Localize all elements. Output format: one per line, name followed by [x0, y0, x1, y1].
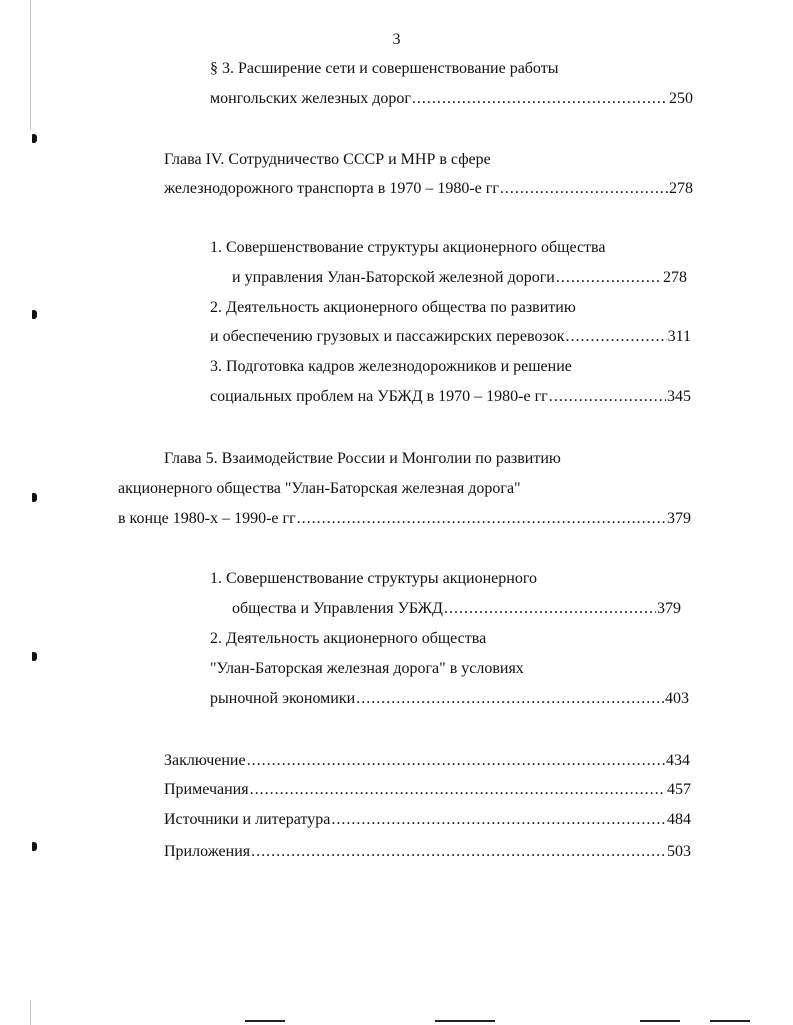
toc-entry[interactable] — [210, 689, 689, 709]
toc-leader-dots — [331, 810, 666, 830]
toc-entry-title: социальных проблем на УБЖД в 1970 – 1980-е гг — [210, 388, 548, 405]
toc-section-line: "Улан-Баторская железная дорога" в условиях — [210, 660, 524, 677]
page-number: 3 — [392, 31, 401, 48]
toc-entry-title: рыночной экономики — [210, 690, 356, 707]
toc-leader-dots — [565, 327, 666, 347]
toc-page-number: 434 — [666, 752, 690, 769]
toc-entry-title: Источники и литература — [164, 811, 331, 828]
toc-page-number: 403 — [665, 690, 689, 707]
toc-entry[interactable] — [164, 780, 691, 800]
toc-entry-title: Приложения — [164, 843, 251, 860]
toc-entry[interactable] — [210, 89, 693, 109]
binder-hole-mark — [32, 134, 37, 143]
toc-page-number: 311 — [667, 328, 691, 345]
toc-leader-dots — [556, 268, 662, 288]
toc-page-number: 345 — [667, 388, 691, 405]
toc-section-line: § 3. Расширение сети и совершенствование работы — [210, 60, 559, 77]
toc-page-number: 457 — [667, 781, 691, 798]
binder-hole-mark — [32, 842, 37, 851]
toc-entry-title: монгольских железных дорог — [210, 90, 411, 107]
left-margin-line-bottom — [30, 1000, 31, 1025]
toc-entry[interactable] — [164, 810, 691, 830]
binder-hole-mark — [32, 493, 37, 502]
toc-page-number: 484 — [667, 811, 691, 828]
scan-artifact — [710, 1020, 750, 1022]
toc-entry[interactable] — [164, 751, 690, 771]
scan-artifact — [640, 1020, 680, 1022]
toc-page-number: 278 — [663, 269, 687, 286]
toc-entry-title: и обеспечению грузовых и пассажирских перевозок — [210, 328, 565, 345]
toc-chapter-line: Глава IV. Сотрудничество СССР и МНР в сфере — [164, 151, 491, 168]
toc-leader-dots — [549, 387, 666, 407]
toc-leader-dots — [297, 509, 666, 529]
toc-entry-title: в конце 1980-х – 1990-е гг — [118, 510, 296, 527]
toc-leader-dots — [247, 751, 665, 771]
toc-section-line: 3. Подготовка кадров железнодорожников и решение — [210, 358, 572, 375]
toc-page-number: 379 — [657, 600, 681, 617]
scan-artifact — [435, 1020, 495, 1022]
toc-page-number: 379 — [667, 510, 691, 527]
toc-leader-dots — [356, 689, 664, 709]
toc-entry[interactable] — [164, 842, 691, 862]
binder-hole-mark — [32, 310, 37, 319]
toc-page-number: 503 — [667, 843, 691, 860]
toc-entry[interactable] — [118, 509, 691, 529]
toc-chapter-line: акционерного общества "Улан-Баторская железная дорога" — [118, 480, 521, 497]
toc-entry[interactable] — [232, 599, 681, 619]
binder-hole-mark — [32, 652, 37, 661]
toc-section-line: 1. Совершенствование структуры акционерного общества — [210, 239, 606, 256]
toc-entry-title: железнодорожного транспорта в 1970 – 1980-е гг — [164, 180, 499, 197]
toc-entry[interactable] — [232, 268, 687, 288]
toc-leader-dots — [500, 179, 668, 199]
toc-leader-dots — [250, 780, 666, 800]
toc-entry-title: Примечания — [164, 781, 249, 798]
scan-artifact — [245, 1020, 285, 1022]
toc-page-number: 250 — [669, 90, 693, 107]
toc-entry[interactable] — [210, 327, 691, 347]
toc-section-line: 2. Деятельность акционерного общества — [210, 630, 487, 647]
toc-entry[interactable] — [164, 179, 693, 199]
toc-leader-dots — [444, 599, 656, 619]
toc-entry-title: и управления Улан-Баторской железной дороги — [232, 269, 555, 286]
toc-chapter-line: Глава 5. Взаимодействие России и Монголии по развитию — [164, 450, 561, 467]
toc-page-number: 278 — [669, 180, 693, 197]
toc-leader-dots — [412, 89, 668, 109]
toc-leader-dots — [251, 842, 666, 862]
left-margin-line — [30, 0, 31, 130]
toc-entry[interactable] — [210, 387, 691, 407]
toc-section-line: 2. Деятельность акционерного общества по развитию — [210, 299, 576, 316]
toc-section-line: 1. Совершенствование структуры акционерного — [210, 570, 537, 587]
toc-entry-title: общества и Управления УБЖД — [232, 600, 443, 617]
toc-entry-title: Заключение — [164, 752, 246, 769]
